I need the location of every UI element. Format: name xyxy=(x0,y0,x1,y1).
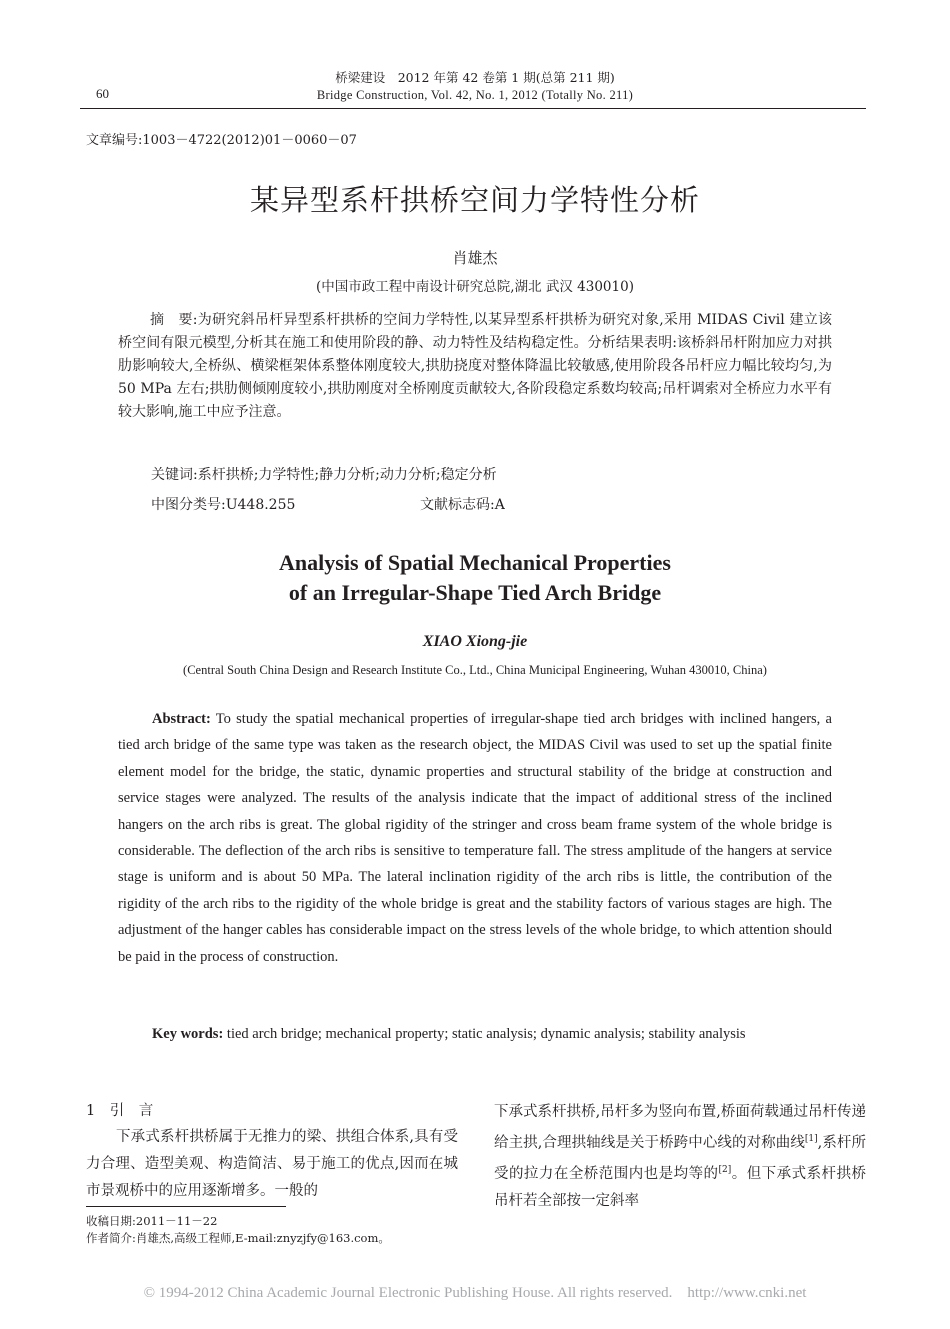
classification-code: 中图分类号:U448.255 xyxy=(151,497,296,513)
journal-header-en: Bridge Construction, Vol. 42, No. 1, 2012 (Totally No. 211) xyxy=(316,88,634,102)
header-divider xyxy=(80,108,866,109)
author-en: XIAO Xiong-jie xyxy=(422,633,528,650)
affiliation-en: (Central South China Design and Research Institute Co., Ltd., China Municipal Engineering, Wuhan 430010, China) xyxy=(183,663,767,677)
page-number: 60 xyxy=(96,86,109,101)
footnote-divider xyxy=(86,1206,286,1207)
title-cn: 某异型系杆拱桥空间力学特性分析 xyxy=(249,183,700,217)
title-en-line1: Analysis of Spatial Mechanical Properties xyxy=(279,550,671,575)
body-text-right-c: 。但下承式系杆拱桥吊杆若全部按一定斜率 xyxy=(494,1165,866,1209)
article-number: 文章编号:1003－4722(2012)01－0060－07 xyxy=(86,133,357,148)
document-code: 文献标志码:A xyxy=(420,497,505,513)
abstract-en xyxy=(118,706,832,970)
citation-1[interactable]: [1] xyxy=(804,1134,818,1144)
body-text-right-a: 下承式系杆拱桥,吊杆多为竖向布置,桥面荷载通过吊杆传递给主拱,合理拱轴线是关于桥跨中心线的对称曲线 xyxy=(494,1104,866,1151)
keywords-cn: 关键词:系杆拱桥;力学特性;静力分析;动力分析;稳定分析 xyxy=(151,467,497,483)
author-cn: 肖雄杰 xyxy=(452,249,498,267)
abstract-en-label: Abstract: xyxy=(152,711,211,727)
body-column-right xyxy=(494,1099,866,1215)
section-heading: 1 引 言 xyxy=(86,1103,154,1119)
footnote-received: 收稿日期:2011－11－22 xyxy=(86,1214,218,1228)
affiliation-cn: (中国市政工程中南设计研究总院,湖北 武汉 430010) xyxy=(316,279,634,295)
body-text-right-b: ,系杆所受的拉力在全桥范围内也是均等的 xyxy=(494,1134,867,1182)
copyright-watermark: © 1994-2012 China Academic Journal Electronic Publishing House. All rights reserved. http://www.cnki.net xyxy=(143,1285,807,1301)
title-en xyxy=(0,548,950,608)
abstract-cn xyxy=(118,309,832,424)
keywords-en xyxy=(118,1021,832,1047)
abstract-cn-text: 为研究斜吊杆异型系杆拱桥的空间力学特性,以某异型系杆拱桥为研究对象,采用 MIDAS Civil 建立该桥空间有限元模型,分析其在施工和使用阶段的静、动力特性及结构稳定性。分析结果表明:该桥斜吊杆附加应力对拱肋影响较大,全桥纵、横梁框架体系整体刚度较大,拱肋挠度对整体降温比较敏感,使用阶段各吊杆应力幅比较均匀,为 50 MPa 左右;拱肋侧倾刚度较小,拱肋刚度对全桥刚度贡献较大,各阶段稳定系数均较高;吊杆调索对全桥应力水平有较大影响,施工中应予注意。 xyxy=(118,312,832,420)
body-text-left: 下承式系杆拱桥属于无推力的梁、拱组合体系,具有受力合理、造型美观、构造简洁、易于施工的优点,因而在城市景观桥中的应用逐渐增多。一般的 xyxy=(86,1129,458,1199)
journal-header-cn: 桥梁建设 2012 年第 42 卷第 1 期(总第 211 期) xyxy=(335,70,615,85)
keywords-en-label: Key words: xyxy=(152,1026,224,1042)
citation-2[interactable]: [2] xyxy=(718,1164,732,1175)
footnote-author-bio: 作者简介:肖雄杰,高级工程师,E-mail:znyzjfy@163.com。 xyxy=(86,1231,390,1245)
abstract-en-text: To study the spatial mechanical properties of irregular-shape tied arch bridges with inclined hangers, a tied arch bridge of the same type was taken as the research object, the MIDAS Civil was used to set up the spatial finite element model for the bridge, the static, dynamic properties and structural stability of the bridge at construction and service stages were analyzed. The results of the analysis indicate that the impact of additional stress of the inclined hangers on the arch ribs is great. The global rigidity of the stringer and cross beam frame system of the whole bridge is considerable. The deflection of the arch ribs is sensitive to temperature fall. The stress amplitude of the hangers at service stage is uniform and is about 50 MPa. The lateral inclination rigidity of the arch ribs is little, the contribution of the rigidity of the arch ribs to the rigidity of the whole bridge is great and the stability factors of various stages are high. The adjustment of the hanger cables has considerable impact on the stress levels of the whole bridge, to which attention should be paid in the process of construction. xyxy=(118,711,832,965)
abstract-cn-label: 摘 要: xyxy=(150,312,198,328)
title-en-line2: of an Irregular-Shape Tied Arch Bridge xyxy=(288,580,662,605)
keywords-en-text: tied arch bridge; mechanical property; static analysis; dynamic analysis; stability analysis xyxy=(226,1026,746,1042)
body-column-left xyxy=(86,1124,458,1205)
